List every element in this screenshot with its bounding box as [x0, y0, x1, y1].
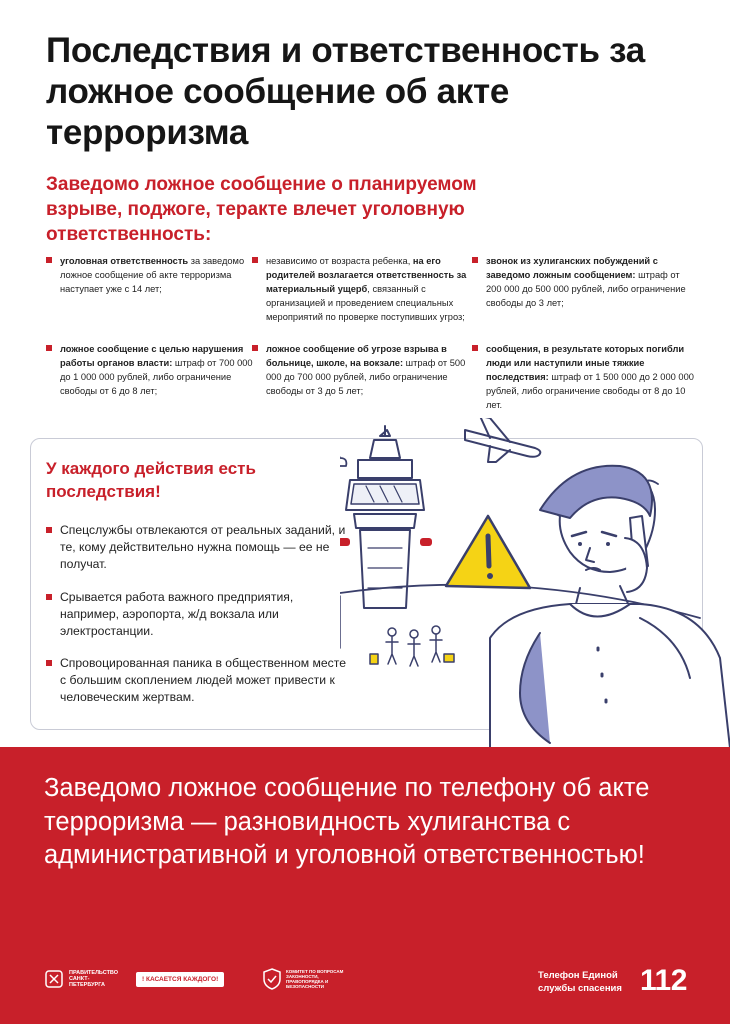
cloud-icon: [340, 452, 346, 466]
man-on-phone-icon: [490, 466, 730, 748]
bullet-square-icon: [46, 660, 52, 666]
logo-text: КОМИТЕТ ПО ВОПРОСАМ ЗАКОННОСТИ, ПРАВОПОРЯДКА И БЕЗОПАСНОСТИ: [286, 969, 344, 989]
coat-of-arms-icon: [44, 969, 64, 989]
fact-item: [46, 342, 260, 398]
fact-text: штраф от 500 000 до 700 000 рублей, либо ограничение свободы от 3 до 5 лет;: [266, 358, 466, 396]
bullet-square-icon: [472, 257, 478, 263]
subtitle: Заведомо ложное сообщение о планируемом взрыве, поджоге, теракте влечет уголовную ответственность:: [46, 174, 477, 245]
bullet-square-icon: [472, 345, 478, 351]
fact-bold: уголовная ответственность: [60, 256, 189, 266]
logo-badge: [136, 972, 224, 987]
fact-item: [46, 254, 260, 296]
airplane-icon: [465, 418, 540, 462]
warning-icon: [446, 516, 530, 588]
consequence-item: [46, 655, 350, 706]
control-tower-icon: [340, 426, 432, 608]
fact-bold: ложное сообщение с целью нарушения работы органов власти:: [60, 344, 244, 368]
fact-bold: звонок из хулиганских побуждений с заведомо ложным сообщением:: [486, 256, 658, 280]
passengers-icon: [370, 626, 454, 666]
fact-text: за заведомо ложное сообщение об акте терроризма наступает уже с 14 лет;: [60, 256, 245, 294]
hotline-number: 112: [640, 964, 687, 997]
bullet-square-icon: [46, 257, 52, 263]
exclamation-icon: !: [142, 975, 146, 983]
fact-item: [252, 254, 476, 324]
bullet-square-icon: [252, 257, 258, 263]
spb-government-logo: [44, 968, 119, 990]
page-title: Последствия и ответственность за ложное сообщение об акте терроризма: [46, 31, 645, 152]
fact-bold: сообщения, в результате которых погибли люди или наступили иные тяжкие последствия:: [486, 344, 685, 382]
shield-icon: [262, 968, 282, 990]
fact-item: [472, 254, 696, 310]
bullet-square-icon: [46, 527, 52, 533]
fact-item: [252, 342, 476, 398]
bullet-square-icon: [252, 345, 258, 351]
banner-text: Заведомо ложное сообщение по телефону об акте терроризма — разновидность хулиганства с административной и уголовной ответственностью!: [44, 774, 650, 869]
logo-text: КАСАЕТСЯ КАЖДОГО!: [145, 975, 219, 983]
fact-bold: ложное сообщение об угрозе взрыва в больнице, школе, на вокзале:: [266, 344, 447, 368]
kasaetsya-kazhdogo-logo: [136, 968, 224, 990]
consequence-text: Срывается работа важного предприятия, например, аэропорта, ж/д вокзала или электростанции.: [60, 590, 294, 638]
consequence-text: Спецслужбы отвлекаются от реальных заданий, и те, кому действительно нужна помощь — ее не получат.: [60, 523, 346, 571]
consequence-item: [46, 522, 350, 573]
consequence-text: Спровоцированная паника в общественном месте с большим скоплением людей может привести к человеческим жертвам.: [60, 656, 346, 704]
fact-text: , связанный с организацией и проведением специальных мероприятий по проверке поступивших угроз;: [266, 284, 465, 322]
fact-text: штраф от 1 500 000 до 2 000 000 рублей, либо ограничение свободы от 8 до 10 лет.: [486, 372, 694, 410]
consequences-title: У каждого действия есть последствия!: [46, 459, 256, 501]
fact-bold: на его родителей возлагается ответственность за материальный ущерб: [266, 256, 467, 294]
logo-text: ПРАВИТЕЛЬСТВО САНКТ-ПЕТЕРБУРГА: [69, 970, 119, 988]
fact-text: штраф от 200 000 до 500 000 рублей, либо ограничение свободы до 3 лет;: [486, 270, 686, 308]
fact-text: штраф от 700 000 до 1 000 000 рублей, либо ограничение свободы от 6 до 8 лет;: [60, 358, 253, 396]
airport-phone-illustration: [340, 418, 730, 748]
hotline-label: Телефон Единой службы спасения: [538, 970, 622, 994]
fact-text: независимо от возраста ребенка,: [266, 256, 413, 266]
fact-item: [472, 342, 701, 412]
committee-logo: [262, 968, 356, 990]
bullet-square-icon: [46, 345, 52, 351]
bullet-square-icon: [46, 594, 52, 600]
consequence-item: [46, 589, 350, 640]
